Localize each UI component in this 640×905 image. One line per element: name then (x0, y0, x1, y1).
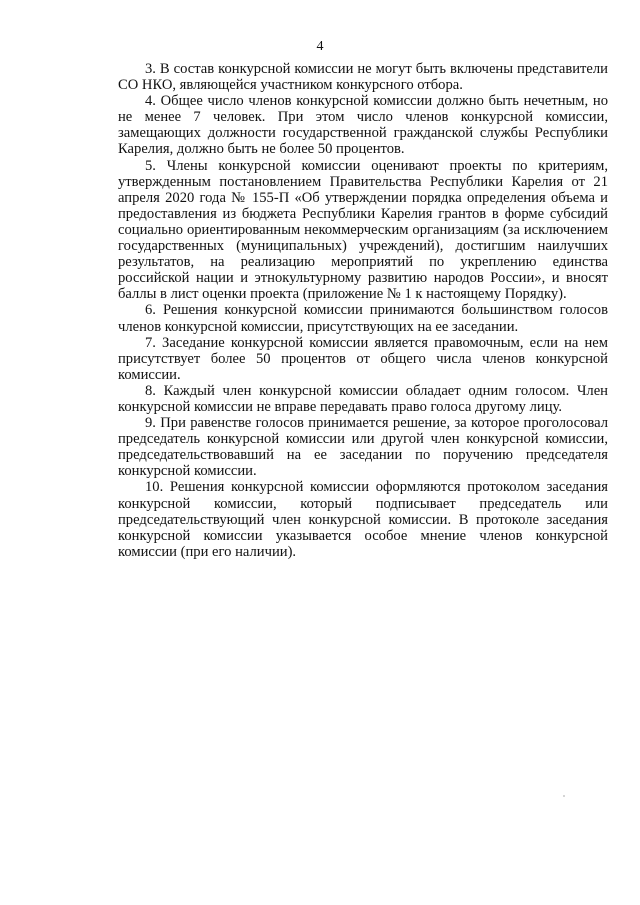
page-number: 4 (316, 39, 324, 54)
paragraph-3: 3. В состав конкурсной комиссии не могут быть включены представители СО НКО, являющейся участником конкурсного отбора. (118, 61, 608, 94)
scan-artifact-dot (563, 795, 565, 797)
document-body (118, 61, 608, 560)
paragraph-10: 10. Решения конкурсной комиссии оформляются протоколом заседания конкурсной комиссии, который подписывает председатель или председательствующий член конкурсной комиссии. В протоколе заседания конкурсной комиссии указывается особое мнение членов конкурсной комиссии (при его наличии). (118, 479, 608, 560)
paragraph-9: 9. При равенстве голосов принимается решение, за которое проголосовал председатель конкурсной комиссии или другой член конкурсной комиссии, председательствовавший на ее заседании по поручению председателя конкурсной комиссии. (118, 415, 608, 480)
paragraph-5: 5. Члены конкурсной комиссии оценивают проекты по критериям, утвержденным постановлением Правительства Республики Карелия от 21 апреля 2020 года № 155-П «Об утверждении порядка определения объема и предоставления из бюджета Республики Карелия грантов в форме субсидий социально ориентированным некоммерческим организациям (за исключением государственных (муниципальных) учреждений), достигшим наилучших результатов, на реализацию мероприятий по укреплению единства российской нации и этнокультурному развитию народов России», и вносят баллы в лист оценки проекта (приложение № 1 к настоящему Порядку). (118, 157, 608, 303)
paragraph-6: 6. Решения конкурсной комиссии принимаются большинством голосов членов конкурсной комиссии, присутствующих на ее заседании. (118, 302, 608, 335)
paragraph-7: 7. Заседание конкурсной комиссии является правомочным, если на нем присутствует более 50 процентов от общего числа членов конкурсной комиссии. (118, 334, 608, 383)
paragraph-8: 8. Каждый член конкурсной комиссии обладает одним голосом. Член конкурсной комиссии не вправе передавать право голоса другому лицу. (118, 382, 608, 415)
paragraph-4: 4. Общее число членов конкурсной комиссии должно быть нечетным, но не менее 7 человек. При этом число членов конкурсной комиссии, замещающих должности государственной гражданской службы Республики Карелия, должно быть не более 50 процентов. (118, 93, 608, 158)
